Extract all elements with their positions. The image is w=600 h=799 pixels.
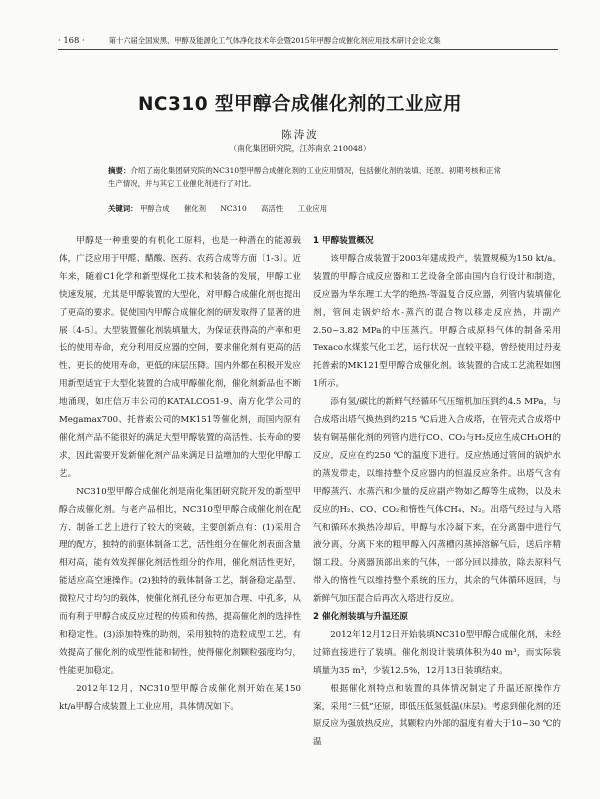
right-column xyxy=(313,233,561,752)
author: 陈涛波 xyxy=(281,129,319,141)
section-2-paragraph-2: 根据催化剂特点和装置的具体情况制定了升温还原操作方案，采用“三低”还原，即低压低氢低温(床层)。考虑到催化剂的还原反应为强放热反应，其颗粒内外部的温度有着大于10~30 ℃的温 xyxy=(313,683,561,748)
intro-paragraph-1: 甲醇是一种重要的有机化工原料，也是一种潜在的能源载体，广泛应用于甲醛、醋酸、医药、农药合成等方面〔1-3〕。近年来，随着C1化学和新型煤化工技术和装备的发展，甲醇工业快速发展，尤其是甲醇装置的大型化，对甲醇合成催化剂也提出了更高的要求。促使国内甲醇合成催化剂的研发取得了显著的进展〔4-5〕。大型装置催化剂装填量大，为保证获得高的产率和更长的使用寿命，充分利用反应器的空间，要求催化剂有更高的活性、更长的使用寿命，更低的床层压降。国内外都在积极开发应用新型适宜于大型化装置的合成甲醇催化剂，催化剂新品也不断地涌现，如庄信万丰公司的KATALCO51-9、南方化学公司的Megamax700、托普索公司的MK151等催化剂，而国内原有催化剂产品不能很好的满足大型甲醇装置的高活性、长寿命的要求，因此需要开发新催化剂产品来满足日益增加的大型化甲醇工艺。 xyxy=(59,236,301,479)
page-number: · 168 · xyxy=(58,35,85,45)
section-heading-1: 1 甲醇装置概况 xyxy=(313,236,374,246)
header-rule xyxy=(58,49,558,50)
section-2-paragraph-1: 2012年12月12日开始装填NC310型甲醇合成催化剂，未经过筛直接进行了装填。催化剂设计装填体积为40 m³，而实际装填量为35 m³，少装12.5%，12月13日装填结束。 xyxy=(313,629,561,676)
keyword: 甲醇合成 xyxy=(139,204,170,213)
conference-title: 第十六届全国炭黑、甲醇及能源化工气体净化技术年会暨2015年甲醇合成催化剂应用技术研讨会论文集 xyxy=(108,35,441,45)
abstract xyxy=(108,164,501,191)
abstract-text: 介绍了南化集团研究院的NC310型甲醇合成催化剂的工业应用情况，包括催化剂的装填、还原、初期考核和正常生产情况，并与其它工业催化剂进行了对比。 xyxy=(108,166,501,189)
left-column xyxy=(59,233,301,716)
intro-paragraph-3: 2012年12月，NC310型甲醇合成催化剂开始在某150 kt/a甲醇合成装置上工业应用，具体情况如下。 xyxy=(59,683,301,712)
keyword: 工业应用 xyxy=(297,204,328,213)
keyword: 催化剂 xyxy=(183,204,207,213)
keyword: NC310 xyxy=(220,204,247,213)
paper-title: NC310 型甲醇合成催化剂的工业应用 xyxy=(137,94,463,115)
abstract-label: 摘要： xyxy=(108,166,131,175)
section-1-paragraph-2: 添有氢/碳比的新鲜气经循环气压缩机加压到约4.5 MPa，与合成塔出塔气换热到约215 ℃后进入合成塔，在管壳式合成塔中装有铜基催化剂的列管内进行CO、CO₂与H₂反应生成CH₃OH的反应，反应在约250 ℃的温度下进行。反应热通过管间的锅炉水的蒸发带走，以维持整个反应器内的恒温反应条件。出塔气含有甲醇蒸汽、水蒸汽和少量的反应副产物如乙醇等生成物，以及未反应的H₂、CO、CO₂和惰性气体CH₄、N₂。出塔气经过与入塔气和循环水换热冷却后，甲醇与水冷凝下来，在分离器中进行气液分离，分离下来的粗甲醇入闪蒸槽闪蒸掉溶解气后，送后序精馏工段。分离器顶部出来的气体，一部分回以排放，除去原料气带入的惰性气以维持整个系统的压力，其余的气体循环返回，与新鲜气加压混合后再次入塔进行反应。 xyxy=(313,397,561,605)
keyword: 高活性 xyxy=(261,204,284,213)
running-head xyxy=(58,33,558,47)
section-1-paragraph-1: 该甲醇合成装置于2003年建成投产，装置规模为150 kt/a。装置的甲醇合成反应器和工艺设备全部由国内自行设计和制造，反应器为华东理工大学的绝热-等温复合反应器，列管内装填催化剂，管间走锅炉给水-蒸汽的混合物以移走反应热，并副产2.50~3.82 MPa的中压蒸汽。甲醇合成原料气体的制备采用Texaco水煤浆气化工艺，运行状况一直较平稳，曾经使用过丹麦托普索的MK121型甲醇合成催化剂。该装置的合成工艺流程如图1所示。 xyxy=(313,253,561,390)
intro-paragraph-2: NC310型甲醇合成催化剂是南化集团研究院开发的新型甲醇合成催化剂。与老产品相比，NC310型甲醇合成催化剂在配方、制备工艺上进行了较大的突破，主要创新点有：(1)采用合理的配方，独特的前驱体制备工艺，活性组分在催化剂表面含量相对高，能有效发挥催化剂活性组分的作用，催化剂活性更好，能适应高空速操作。(2)独特的载体制备工艺，制备稳定晶型、微粒尺寸均匀的载体，使催化剂孔径分布更加合理、中孔多，从而有利于甲醇合成反应过程的传质和传热，提高催化剂的选择性和稳定性。(3)添加特殊的助剂，采用独特的造粒成型工艺，有效提高了催化剂的成型性能和韧性，使得催化剂颗粒强度均匀，性能更加稳定。 xyxy=(59,486,301,676)
keywords-label: 关键词： xyxy=(108,204,138,213)
section-heading-2: 2 催化剂装填与升温还原 xyxy=(313,612,408,623)
affiliation: （南化集团研究院，江苏南京 210048） xyxy=(229,144,371,153)
keywords xyxy=(108,203,501,215)
